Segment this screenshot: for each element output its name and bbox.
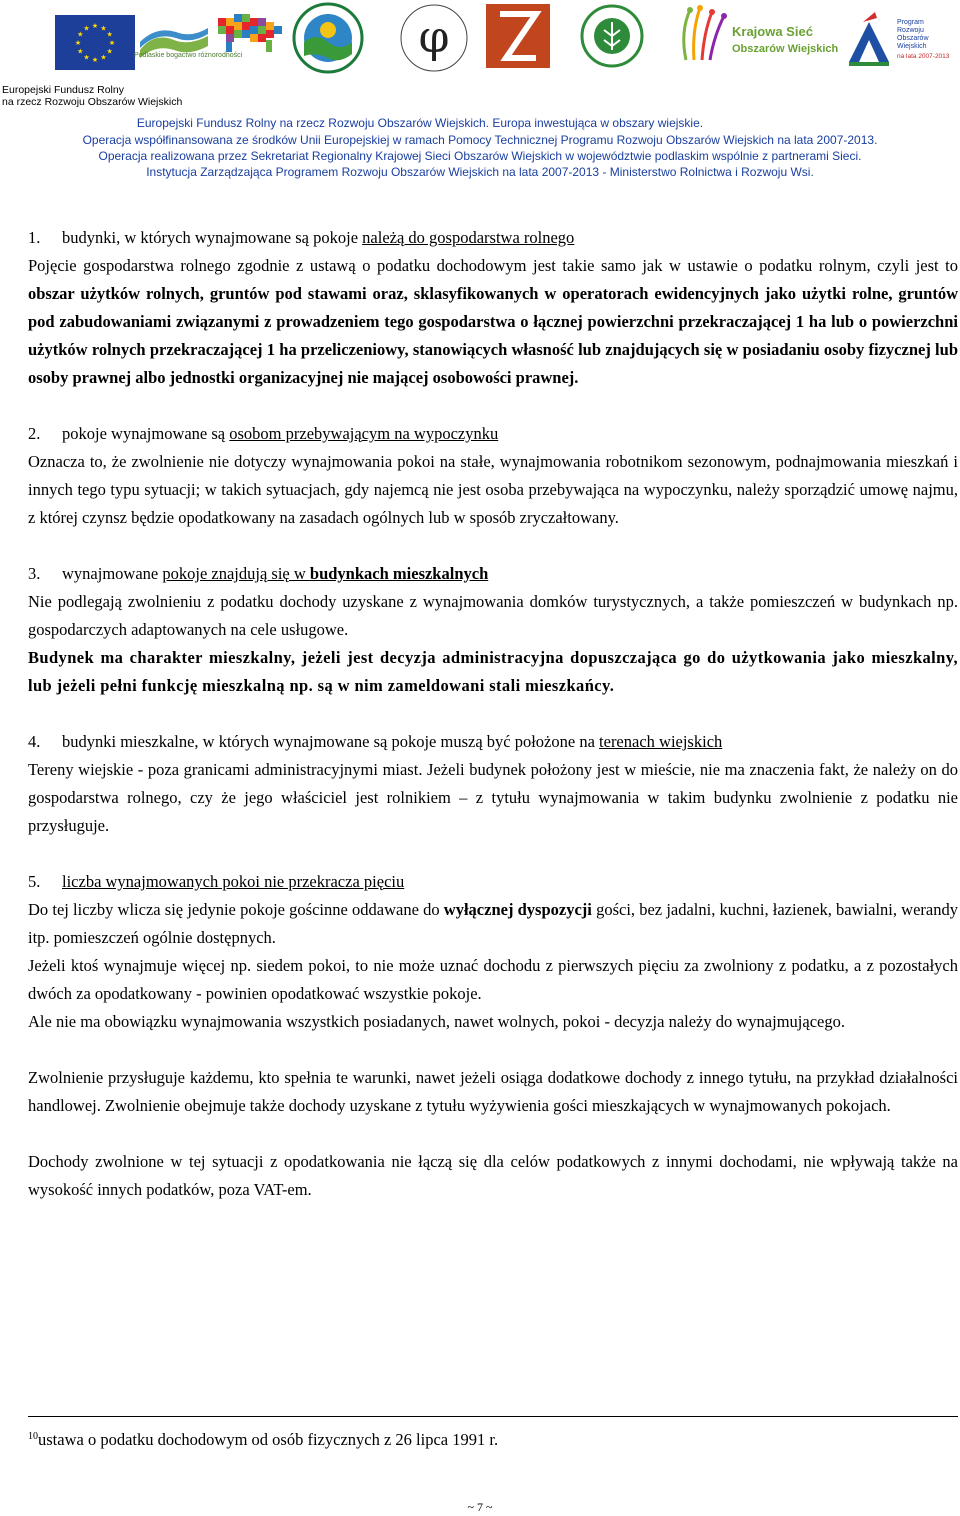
header-logos — [0, 0, 960, 80]
header-line-4: Instytucja Zarządzająca Programem Rozwoju Obszarów Wiejskich na lata 2007-2013 - Ministerstwo Rolnictwa i Rozwoju Wsi. — [146, 165, 814, 179]
header-line-1: Europejski Fundusz Rolny na rzecz Rozwoju Obszarów Wiejskich. Europa inwestująca w obszary wiejskie. — [136, 116, 704, 130]
section-1-paragraph-bold: obszar użytków rolnych, gruntów pod stawami oraz, sklasyfikowanych w operatorach ewidencyjnych jako użytki rolne, gruntów pod zabudowaniami związanymi z prowadzeniem tego gospodarstwa o łącznej powierzchni przekraczającej 1 ha lub o powierzchni użytków rolnych przekraczającej 1 ha przeliczeniowy, stanowiących własność lub znajdujących się w posiadaniu osoby fizycznej lub osoby prawnej albo jednostki organizacyjnej nie mającej osobowości prawnej. — [28, 284, 958, 387]
section-5-paragraph-1-b: gości, bez jadalni, kuchni, łazienek, bawialni, werandy itp. pomieszczeń ogólnie dostępnych. — [28, 900, 958, 947]
eu-star-icon: ★ — [83, 53, 90, 62]
footnote-separator — [28, 1416, 958, 1417]
page-number: ~ 7 ~ — [467, 1500, 493, 1514]
podlaskie-caption: Podlaskie bogactwo różnorodności — [134, 52, 243, 59]
prow-logo-line5: na lata 2007-2013 — [897, 53, 950, 60]
prow-logo-line3: Obszarów — [897, 35, 929, 42]
eu-star-icon: ★ — [77, 30, 84, 39]
section-2-number: 2. — [28, 424, 41, 443]
section-5-paragraph-1-a: Do tej liczby wlicza się jedynie pokoje gościnne oddawane do — [28, 900, 444, 919]
ksow-logo-line1: Krajowa Sieć — [732, 24, 813, 39]
regional-network-logo — [292, 2, 364, 74]
closing-paragraph-1: Zwolnienie przysługuje każdemu, kto spełnia te warunki, nawet jeżeli osiąga dodatkowe dochody z innego tytułu, na przykład działalności handlowej. Zwolnienie obejmuje także dochody uzyskane z tytułu wyżywienia gości mieszkających w wynajmowanych pokojach. — [28, 1068, 958, 1115]
institution-z-logo — [486, 4, 550, 68]
section-5-paragraph-2: Jeżeli ktoś wynajmuje więcej np. siedem pokoi, to nie może uznać dochodu z pierwszych pięciu za zwolniony z podatku, a z pozostałych dwóch za opodatkowany - powinien opodatkować wszystkie pokoje. — [28, 956, 958, 1003]
header-line-2: Operacja współfinansowana ze środków Unii Europejskiej w ramach Pomocy Technicznej Programu Rozwoju Obszarów Wiejskich na lata 2007-2013. — [82, 133, 878, 147]
section-5-paragraph-1 — [28, 896, 958, 952]
eu-star-icon: ★ — [83, 24, 90, 33]
section-3-heading — [28, 560, 958, 588]
podr-logo — [580, 4, 644, 68]
section-3-paragraph-2: Budynek ma charakter mieszkalny, jeżeli jest decyzja administracyjna dopuszczająca go do użytkowania jako mieszkalny, lub jeżeli pełni funkcję mieszkalną np. są w nim zameldowani stali mieszkańcy. — [28, 648, 958, 695]
section-4-heading — [28, 728, 958, 756]
prow-logo-line1: Program — [897, 19, 924, 26]
footnote — [28, 1424, 498, 1453]
prow-logo — [845, 4, 955, 70]
ksow-logo-line2: Obszarów Wiejskich — [732, 43, 839, 55]
section-3-heading-underlined-bold: budynkach mieszkalnych — [309, 564, 489, 583]
section-5-paragraph-3: Ale nie ma obowiązku wynajmowania wszystkich posiadanych, nawet wolnych, pokoi - decyzja należy do wynajmującego. — [28, 1012, 845, 1031]
section-2-heading — [28, 420, 958, 448]
footnote-text: ustawa o podatku dochodowym od osób fizycznych z 26 lipca 1991 r. — [38, 1430, 499, 1449]
prow-logo-line2: Rozwoju — [897, 27, 924, 34]
eu-stars-icon — [55, 15, 135, 70]
document-body — [28, 224, 958, 1204]
section-5-paragraph-1-bold: wyłącznej dyspozycji — [443, 900, 592, 919]
politechnika-logo — [398, 2, 470, 74]
bison-mosaic-logo — [212, 8, 292, 58]
section-2-heading-underlined: osobom przebywającym na wypoczynku — [229, 424, 499, 443]
eu-flag-logo — [55, 15, 135, 70]
eafrd-caption — [2, 84, 182, 108]
ksow-logo — [668, 2, 840, 66]
prow-logo-line4: Wiejskich — [897, 43, 927, 50]
eafrd-line-1: Europejski Fundusz Rolny — [2, 84, 124, 96]
eu-star-icon: ★ — [106, 30, 113, 39]
section-5-heading-underlined: liczba wynajmowanych pokoi nie przekracza pięciu — [62, 872, 405, 891]
header-line-3: Operacja realizowana przez Sekretariat Regionalny Krajowej Sieci Obszarów Wiejskich w województwie podlaskim wspólnie z partnerami Sieci. — [98, 149, 862, 163]
section-1-heading-text: budynki, w których wynajmowane są pokoje — [62, 228, 363, 247]
section-1-paragraph-text: Pojęcie gospodarstwa rolnego zgodnie z ustawą o podatku dochodowym jest takie samo jak w ustawie o podatku rolnym, czyli jest to — [28, 256, 958, 275]
section-3-heading-underlined: pokoje znajdują się w — [162, 564, 310, 583]
section-4-heading-text: budynki mieszkalne, w których wynajmowane są pokoje muszą być położone na — [62, 732, 600, 751]
eu-star-icon: ★ — [108, 39, 116, 47]
eu-star-icon: ★ — [74, 39, 82, 47]
section-4-heading-underlined: terenach wiejskich — [599, 732, 723, 751]
eu-star-icon: ★ — [77, 47, 84, 56]
footnote-marker: 10 — [28, 1431, 38, 1442]
section-5-number: 5. — [28, 872, 41, 891]
section-4-number: 4. — [28, 732, 41, 751]
eu-star-icon: ★ — [91, 22, 99, 30]
section-1-paragraph — [28, 252, 958, 392]
eu-star-icon: ★ — [106, 47, 113, 56]
svg-text:φ: φ — [418, 12, 450, 63]
section-3-paragraph-1: Nie podlegają zwolnieniu z podatku dochody uzyskane z wynajmowania domków turystycznych, a także pomieszczeń w budynkach np. gospodarczych adaptowanych na cele usługowe. — [28, 592, 958, 639]
section-2-heading-text: pokoje wynajmowane są — [62, 424, 230, 443]
section-4-paragraph: Tereny wiejskie - poza granicami administracyjnymi miast. Jeżeli budynek położony jest w mieście, nie ma znaczenia fakt, że należy on do gospodarstwa rolnego, czy że jego właściciel jest rolnikiem – z tytułu wynajmowania w takim budynku zwolnienie z podatku nie przysługuje. — [28, 760, 958, 835]
section-2-paragraph: Oznacza to, że zwolnienie nie dotyczy wynajmowania pokoi na stałe, wynajmowania robotnikom sezonowym, podnajmowania mieszkań i innych tego typu sytuacji; w takich sytuacjach, gdy najemcą nie jest osoba przebywająca na wypoczynku, należy sporządzić umowę najmu, z której czynsz będzie opodatkowany na zasadach ogólnych lub w sposób zryczałtowany. — [28, 452, 958, 527]
closing-paragraph-2: Dochody zwolnione w tej sytuacji z opodatkowania nie łączą się dla celów podatkowych z innymi dochodami, nie wpływają także na wysokość innych podatków, poza VAT-em. — [28, 1152, 958, 1199]
section-1-number: 1. — [28, 228, 41, 247]
section-1-heading-underlined: należą do gospodarstwa rolnego — [362, 228, 575, 247]
eu-star-icon: ★ — [91, 56, 99, 64]
eu-star-icon: ★ — [100, 53, 107, 62]
section-1-heading — [28, 224, 958, 252]
section-3-heading-text: wynajmowane — [62, 564, 163, 583]
podlaskie-logo — [134, 12, 214, 72]
section-3-number: 3. — [28, 564, 41, 583]
eu-star-icon: ★ — [100, 24, 107, 33]
section-5-heading — [28, 868, 958, 896]
eafrd-line-2: na rzecz Rozwoju Obszarów Wiejskich — [2, 96, 183, 108]
